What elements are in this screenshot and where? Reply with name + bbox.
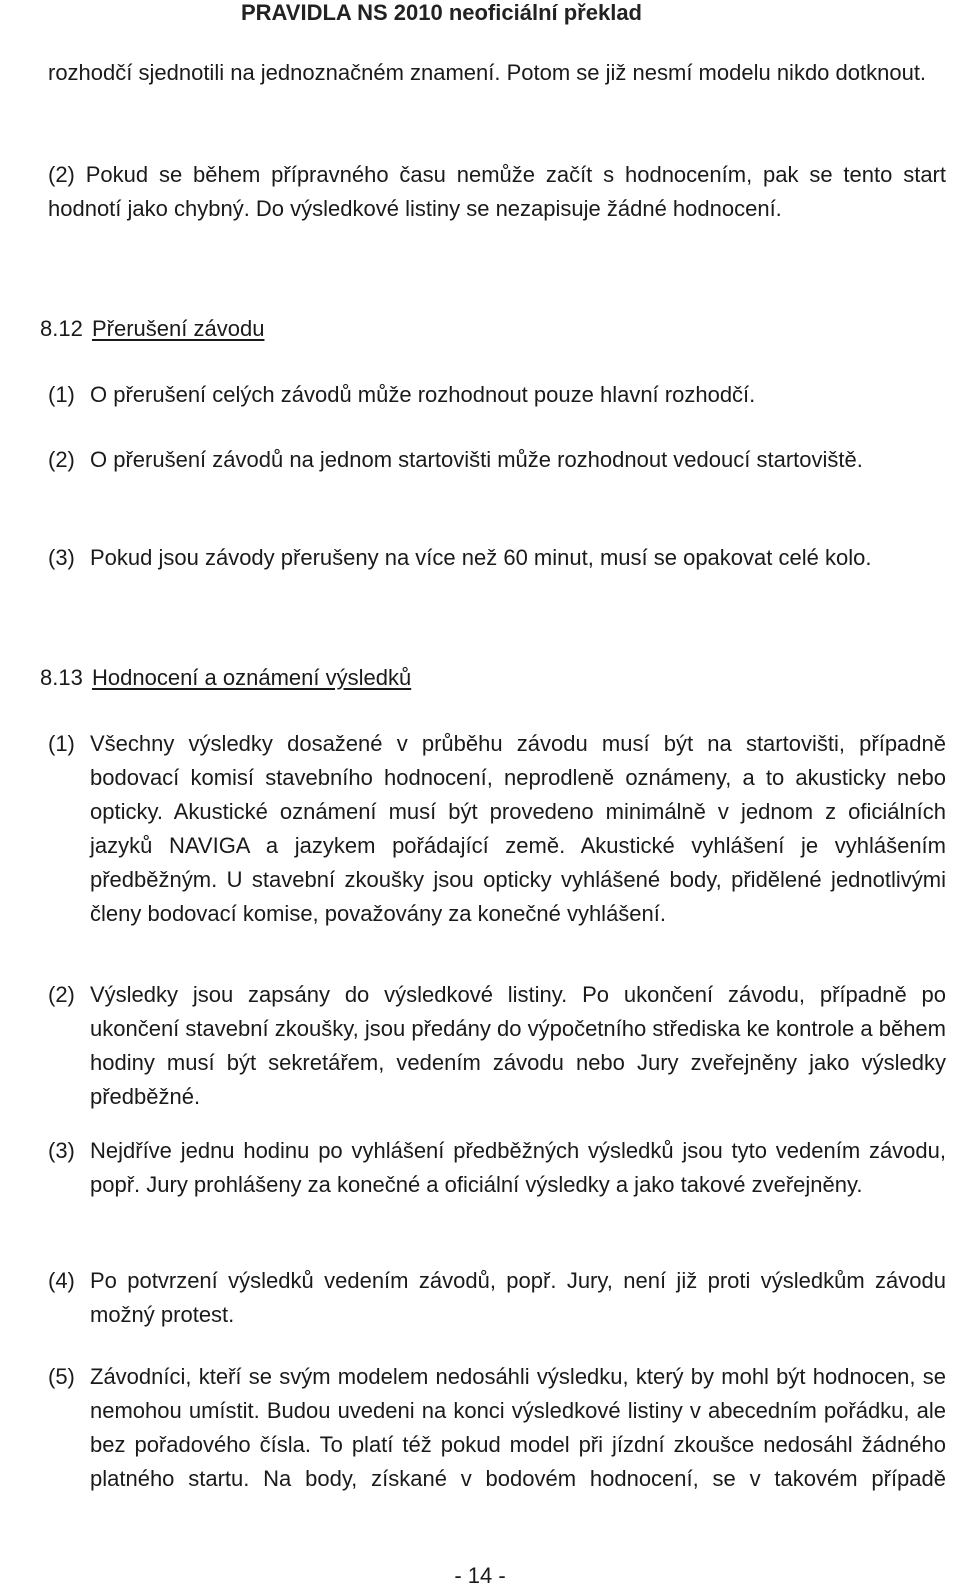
- item-text: Nejdříve jednu hodinu po vyhlášení předběžných výsledků jsou tyto vedením závodu, popř. Jury prohlášeny za konečné a oficiální výsledky a jako takové zveřejněny.: [90, 1138, 946, 1197]
- page-number: - 14 -: [454, 1563, 506, 1588]
- document-header: PRAVIDLA NS 2010 neoficiální překlad: [240, 0, 642, 25]
- item-label: (3): [48, 1138, 75, 1163]
- list-item: [48, 1360, 946, 1496]
- section-title: Hodnocení a oznámení výsledků: [92, 665, 412, 690]
- section-heading-8-12: [40, 312, 264, 346]
- item-text: Všechny výsledky dosažené v průběhu závodu musí být na startovišti, případně bodovací komisí stavebního hodnocení, neprodleně oznámeny, a to akusticky nebo opticky. Akustické oznámení musí být provedeno minimálně v jednom z oficiálních jazyků NAVIGA a jazykem pořádající země. Akustické vyhlášení je vyhlášením předběžným. U stavební zkoušky jsou opticky vyhlášené body, přidělené jednotlivými členy bodovací komise, považovány za konečné vyhlášení.: [90, 731, 946, 926]
- list-item: [48, 1264, 946, 1332]
- list-item: [48, 378, 946, 412]
- item-label: (3): [48, 545, 75, 570]
- item-text: O přerušení celých závodů může rozhodnout pouze hlavní rozhodčí.: [90, 382, 756, 407]
- item-text: O přerušení závodů na jednom startovišti může rozhodnout vedoucí startoviště.: [90, 447, 863, 472]
- list-item: [48, 727, 946, 931]
- list-item: [48, 1134, 946, 1202]
- intro-paragraph-2: (2) Pokud se během přípravného času nemůže začít s hodnocením, pak se tento start hodnotí jako chybný. Do výsledkové listiny se nezapisuje žádné hodnocení.: [48, 162, 946, 221]
- item-text: Po potvrzení výsledků vedením závodů, popř. Jury, není již proti výsledkům závodu možný protest.: [90, 1268, 946, 1327]
- list-item: [48, 443, 946, 477]
- item-label: (2): [48, 982, 75, 1007]
- section-heading-8-13: [40, 661, 411, 695]
- item-text: Pokud jsou závody přerušeny na více než 60 minut, musí se opakovat celé kolo.: [90, 545, 872, 570]
- item-label: (1): [48, 731, 75, 756]
- section-number: 8.12: [40, 316, 83, 341]
- intro-paragraph-1: rozhodčí sjednotili na jednoznačném znamení. Potom se již nesmí modelu nikdo dotknout.: [48, 60, 927, 85]
- item-text: Výsledky jsou zapsány do výsledkové listiny. Po ukončení závodu, případně po ukončení stavební zkoušky, jsou předány do výpočetního střediska ke kontrole a během hodiny musí být sekretářem, vedením závodu nebo Jury zveřejněny jako výsledky předběžné.: [90, 982, 946, 1109]
- list-item: [48, 978, 946, 1114]
- item-label: (1): [48, 382, 75, 407]
- section-title: Přerušení závodu: [92, 316, 265, 341]
- item-label: (4): [48, 1268, 75, 1293]
- item-text: Závodníci, kteří se svým modelem nedosáhli výsledku, který by mohl být hodnocen, se nemohou umístit. Budou uvedeni na konci výsledkové listiny v abecedním pořádku, ale bez pořadového čísla. To platí též pokud model při jízdní zkoušce nedosáhl žádného platného startu. Na body, získané v bodovém hodnocení, se v takovém případě: [90, 1364, 946, 1491]
- item-label: (2): [48, 447, 75, 472]
- section-number: 8.13: [40, 665, 83, 690]
- item-label: (5): [48, 1364, 75, 1389]
- list-item: [48, 541, 946, 575]
